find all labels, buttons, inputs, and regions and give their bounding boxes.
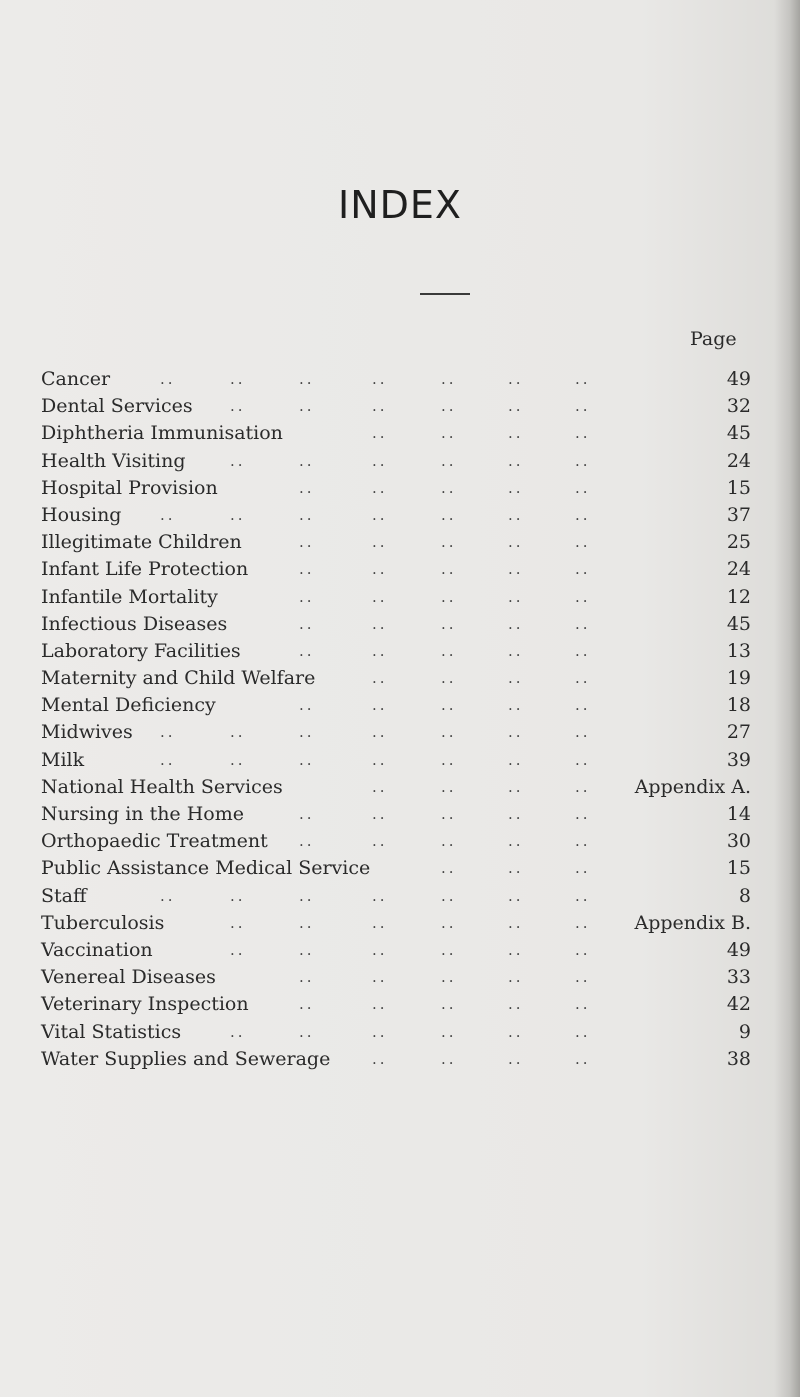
index-entry — [41, 420, 751, 447]
index-entry-label: Venereal Diseases — [41, 966, 216, 989]
index-entry — [41, 366, 751, 393]
index-entry-page: 18 — [726, 694, 751, 717]
dot-leader: .. — [299, 505, 315, 524]
dot-leader: .. — [160, 750, 176, 769]
index-entry-label: Maternity and Child Welfare — [41, 667, 316, 690]
dot-leader: .. — [160, 370, 176, 388]
dot-leader: .. — [441, 397, 457, 416]
dot-leader: .. — [299, 560, 315, 579]
index-entry-page: 15 — [726, 476, 751, 499]
dot-leader: .. — [575, 397, 591, 416]
dot-leader: .. — [441, 560, 457, 579]
dot-leader: .. — [508, 424, 524, 443]
dot-leader: .. — [508, 397, 524, 416]
dot-leader: .. — [372, 805, 388, 823]
dot-leader: .. — [299, 478, 315, 497]
dot-leader: .. — [299, 913, 315, 932]
dot-leader: .. — [441, 1049, 457, 1068]
dot-leader: .. — [299, 641, 315, 660]
index-entry — [41, 475, 751, 502]
index-entry-label: Orthopaedic Treatment — [41, 830, 268, 853]
index-entry — [41, 828, 751, 855]
index-entry — [41, 855, 751, 882]
dot-leader: .. — [160, 723, 176, 742]
index-entry — [41, 910, 751, 937]
dot-leader: .. — [575, 859, 591, 878]
dot-leader: .. — [575, 451, 591, 470]
dot-leader: .. — [372, 397, 388, 416]
dot-leader: .. — [441, 370, 457, 388]
dot-leader: .. — [372, 940, 388, 959]
index-entry-label: Hospital Provision — [41, 476, 218, 499]
dot-leader: .. — [508, 1049, 524, 1068]
index-entry — [41, 801, 751, 828]
index-entry-page: 45 — [726, 612, 751, 635]
dot-leader: .. — [575, 478, 591, 497]
dot-leader: .. — [508, 886, 524, 905]
dot-leader: .. — [508, 560, 524, 579]
dot-leader: .. — [299, 451, 315, 470]
dot-leader: .. — [372, 560, 388, 579]
dot-leader: .. — [441, 968, 457, 987]
index-entry-page: 9 — [738, 1020, 751, 1043]
dot-leader: .. — [372, 533, 388, 552]
index-entry-label: Diphtheria Immunisation — [41, 422, 283, 445]
dot-leader: .. — [299, 940, 315, 959]
index-entry — [41, 964, 751, 991]
index-entry-page: 33 — [726, 966, 751, 989]
dot-leader: .. — [299, 805, 315, 823]
dot-leader: .. — [230, 723, 246, 742]
dot-leader: .. — [299, 696, 315, 715]
dot-leader: .. — [372, 370, 388, 388]
index-entry — [41, 665, 751, 692]
index-entry — [41, 584, 751, 611]
dot-leader: .. — [441, 424, 457, 443]
index-entry-label: Tuberculosis — [41, 911, 165, 934]
dot-leader: .. — [575, 614, 591, 633]
dot-leader: .. — [441, 478, 457, 497]
dot-leader: .. — [575, 370, 591, 388]
index-entry-label: Public Assistance Medical Service — [41, 857, 371, 880]
dot-leader: .. — [372, 669, 388, 688]
dot-leader: .. — [441, 696, 457, 715]
dot-leader: .. — [299, 750, 315, 769]
dot-leader: .. — [372, 913, 388, 932]
dot-leader: .. — [575, 533, 591, 552]
dot-leader: .. — [372, 1022, 388, 1041]
dot-leader: .. — [372, 505, 388, 524]
dot-leader: .. — [230, 451, 246, 470]
index-entry-label: National Health Services — [41, 775, 283, 798]
dot-leader: .. — [575, 560, 591, 579]
index-entry — [41, 638, 751, 665]
index-entry-label: Milk — [41, 748, 85, 771]
index-entry — [41, 747, 751, 774]
dot-leader: .. — [299, 397, 315, 416]
dot-leader: .. — [372, 614, 388, 633]
dot-leader: .. — [508, 1022, 524, 1041]
dot-leader: .. — [441, 805, 457, 823]
index-entry-page: 32 — [726, 395, 751, 418]
dot-leader: .. — [372, 968, 388, 987]
dot-leader: .. — [372, 641, 388, 660]
dot-leader: .. — [508, 614, 524, 633]
index-title: INDEX — [338, 183, 462, 227]
dot-leader: .. — [441, 641, 457, 660]
index-entry-page: 49 — [726, 938, 751, 961]
index-entry-label: Dental Services — [41, 395, 193, 418]
dot-leader: .. — [372, 723, 388, 742]
dot-leader: .. — [575, 750, 591, 769]
dot-leader: .. — [230, 886, 246, 905]
dot-leader: .. — [441, 505, 457, 524]
dot-leader: .. — [575, 805, 591, 823]
index-entry — [41, 448, 751, 475]
dot-leader: .. — [575, 505, 591, 524]
dot-leader: .. — [230, 940, 246, 959]
index-entry — [41, 611, 751, 638]
dot-leader: .. — [299, 614, 315, 633]
dot-leader: .. — [299, 968, 315, 987]
dot-leader: .. — [508, 533, 524, 552]
index-entry-label: Cancer — [41, 368, 111, 390]
dot-leader: .. — [441, 832, 457, 851]
dot-leader: .. — [230, 913, 246, 932]
index-entry-page: 25 — [726, 531, 751, 554]
dot-leader: .. — [441, 669, 457, 688]
dot-leader: .. — [508, 995, 524, 1014]
dot-leader: .. — [299, 995, 315, 1014]
dot-leader: .. — [575, 995, 591, 1014]
dot-leader: .. — [508, 832, 524, 851]
index-entry-page: 15 — [726, 857, 751, 880]
index-entry-label: Mental Deficiency — [41, 694, 216, 717]
dot-leader: .. — [372, 696, 388, 715]
index-entry — [41, 1046, 751, 1073]
dot-leader: .. — [372, 832, 388, 851]
dot-leader: .. — [441, 587, 457, 606]
dot-leader: .. — [372, 451, 388, 470]
dot-leader: .. — [299, 723, 315, 742]
dot-leader: .. — [508, 669, 524, 688]
index-entry-page: 13 — [726, 639, 751, 662]
page-edge-shadow — [774, 0, 800, 1397]
index-entry-label: Laboratory Facilities — [41, 639, 241, 662]
dot-leader: .. — [299, 370, 315, 388]
dot-leader: .. — [372, 587, 388, 606]
index-entry-label: Veterinary Inspection — [41, 993, 249, 1016]
index-entry-page: 42 — [726, 993, 751, 1016]
index-entry — [41, 502, 751, 529]
index-entry-page: 45 — [726, 422, 751, 445]
dot-leader: .. — [441, 451, 457, 470]
dot-leader: .. — [575, 641, 591, 660]
index-entry-page: 49 — [726, 368, 751, 390]
index-entry-label: Vital Statistics — [41, 1020, 182, 1043]
dot-leader: .. — [299, 1022, 315, 1041]
dot-leader: .. — [441, 886, 457, 905]
dot-leader: .. — [575, 1049, 591, 1068]
index-entry-page: 24 — [726, 558, 751, 581]
index-entry-page: 24 — [726, 449, 751, 472]
dot-leader: .. — [441, 859, 457, 878]
dot-leader: .. — [441, 940, 457, 959]
index-entry-label: Infectious Diseases — [41, 612, 228, 635]
index-entry — [41, 529, 751, 556]
index-entry-label: Water Supplies and Sewerage — [41, 1047, 331, 1070]
index-entry-page: 37 — [726, 503, 751, 526]
index-entry-page: 14 — [726, 803, 751, 825]
index-entry — [41, 556, 751, 583]
dot-leader: .. — [575, 723, 591, 742]
index-entry-page: 30 — [726, 830, 751, 853]
index-entry-page: 27 — [726, 721, 751, 744]
dot-leader: .. — [508, 968, 524, 987]
dot-leader: .. — [575, 669, 591, 688]
dot-leader: .. — [441, 533, 457, 552]
dot-leader: .. — [441, 723, 457, 742]
index-entry-label: Infantile Mortality — [41, 585, 218, 608]
index-entry — [41, 883, 751, 910]
dot-leader: .. — [575, 832, 591, 851]
dot-leader: .. — [160, 886, 176, 905]
dot-leader: .. — [299, 832, 315, 851]
dot-leader: .. — [508, 723, 524, 742]
dot-leader: .. — [575, 1022, 591, 1041]
dot-leader: .. — [441, 750, 457, 769]
dot-leader: .. — [508, 777, 524, 796]
dot-leader: .. — [230, 1022, 246, 1041]
dot-leader: .. — [230, 397, 246, 416]
dot-leader: .. — [441, 777, 457, 796]
dot-leader: .. — [372, 886, 388, 905]
dot-leader: .. — [441, 913, 457, 932]
dot-leader: .. — [372, 1049, 388, 1068]
dot-leader: .. — [508, 913, 524, 932]
dot-leader: .. — [299, 587, 315, 606]
dot-leader: .. — [508, 587, 524, 606]
index-entry-label: Midwives — [41, 721, 133, 744]
dot-leader: .. — [508, 750, 524, 769]
dot-leader: .. — [575, 777, 591, 796]
dot-leader: .. — [372, 777, 388, 796]
index-entry-page: 38 — [726, 1047, 751, 1070]
dot-leader: .. — [508, 940, 524, 959]
index-entry — [41, 692, 751, 719]
index-entry — [41, 1019, 751, 1046]
index-entry-label: Vaccination — [41, 938, 153, 961]
index-entry-label: Health Visiting — [41, 449, 186, 472]
dot-leader: .. — [372, 424, 388, 443]
dot-leader: .. — [508, 696, 524, 715]
dot-leader: .. — [441, 614, 457, 633]
dot-leader: .. — [372, 995, 388, 1014]
dot-leader: .. — [372, 478, 388, 497]
dot-leader: .. — [508, 451, 524, 470]
index-entry — [41, 991, 751, 1018]
index-entry-page: Appendix B. — [634, 911, 751, 934]
dot-leader: .. — [575, 940, 591, 959]
dot-leader: .. — [575, 587, 591, 606]
dot-leader: .. — [508, 641, 524, 660]
dot-leader: .. — [160, 505, 176, 524]
index-entry-page: 12 — [726, 585, 751, 608]
index-entry-page: 8 — [738, 884, 751, 907]
index-entry — [41, 393, 751, 420]
index-entry — [41, 719, 751, 746]
dot-leader: .. — [299, 886, 315, 905]
index-entry-label: Infant Life Protection — [41, 558, 249, 581]
dot-leader: .. — [575, 696, 591, 715]
index-entry-page: 39 — [726, 748, 751, 771]
dot-leader: .. — [441, 995, 457, 1014]
dot-leader: .. — [575, 886, 591, 905]
page-column-header: Page — [690, 328, 737, 350]
index-entry-page: Appendix A. — [634, 775, 751, 798]
dot-leader: .. — [575, 968, 591, 987]
dot-leader: .. — [508, 805, 524, 823]
dot-leader: .. — [508, 859, 524, 878]
dot-leader: .. — [508, 370, 524, 388]
index-entry-page: 19 — [726, 667, 751, 690]
dot-leader: .. — [299, 533, 315, 552]
dot-leader: .. — [441, 1022, 457, 1041]
index-entry — [41, 937, 751, 964]
index-entry-label: Housing — [41, 503, 122, 526]
dot-leader: .. — [230, 370, 246, 388]
index-entry — [41, 774, 751, 801]
dot-leader: .. — [508, 478, 524, 497]
index-entry-label: Staff — [41, 884, 87, 907]
title-rule — [420, 293, 470, 295]
dot-leader: .. — [575, 424, 591, 443]
dot-leader: .. — [372, 750, 388, 769]
index-entry-label: Illegitimate Children — [41, 531, 242, 554]
dot-leader: .. — [230, 505, 246, 524]
dot-leader: .. — [508, 505, 524, 524]
dot-leader: .. — [230, 750, 246, 769]
dot-leader: .. — [575, 913, 591, 932]
index-entries — [41, 366, 751, 1073]
index-entry-label: Nursing in the Home — [41, 803, 244, 825]
